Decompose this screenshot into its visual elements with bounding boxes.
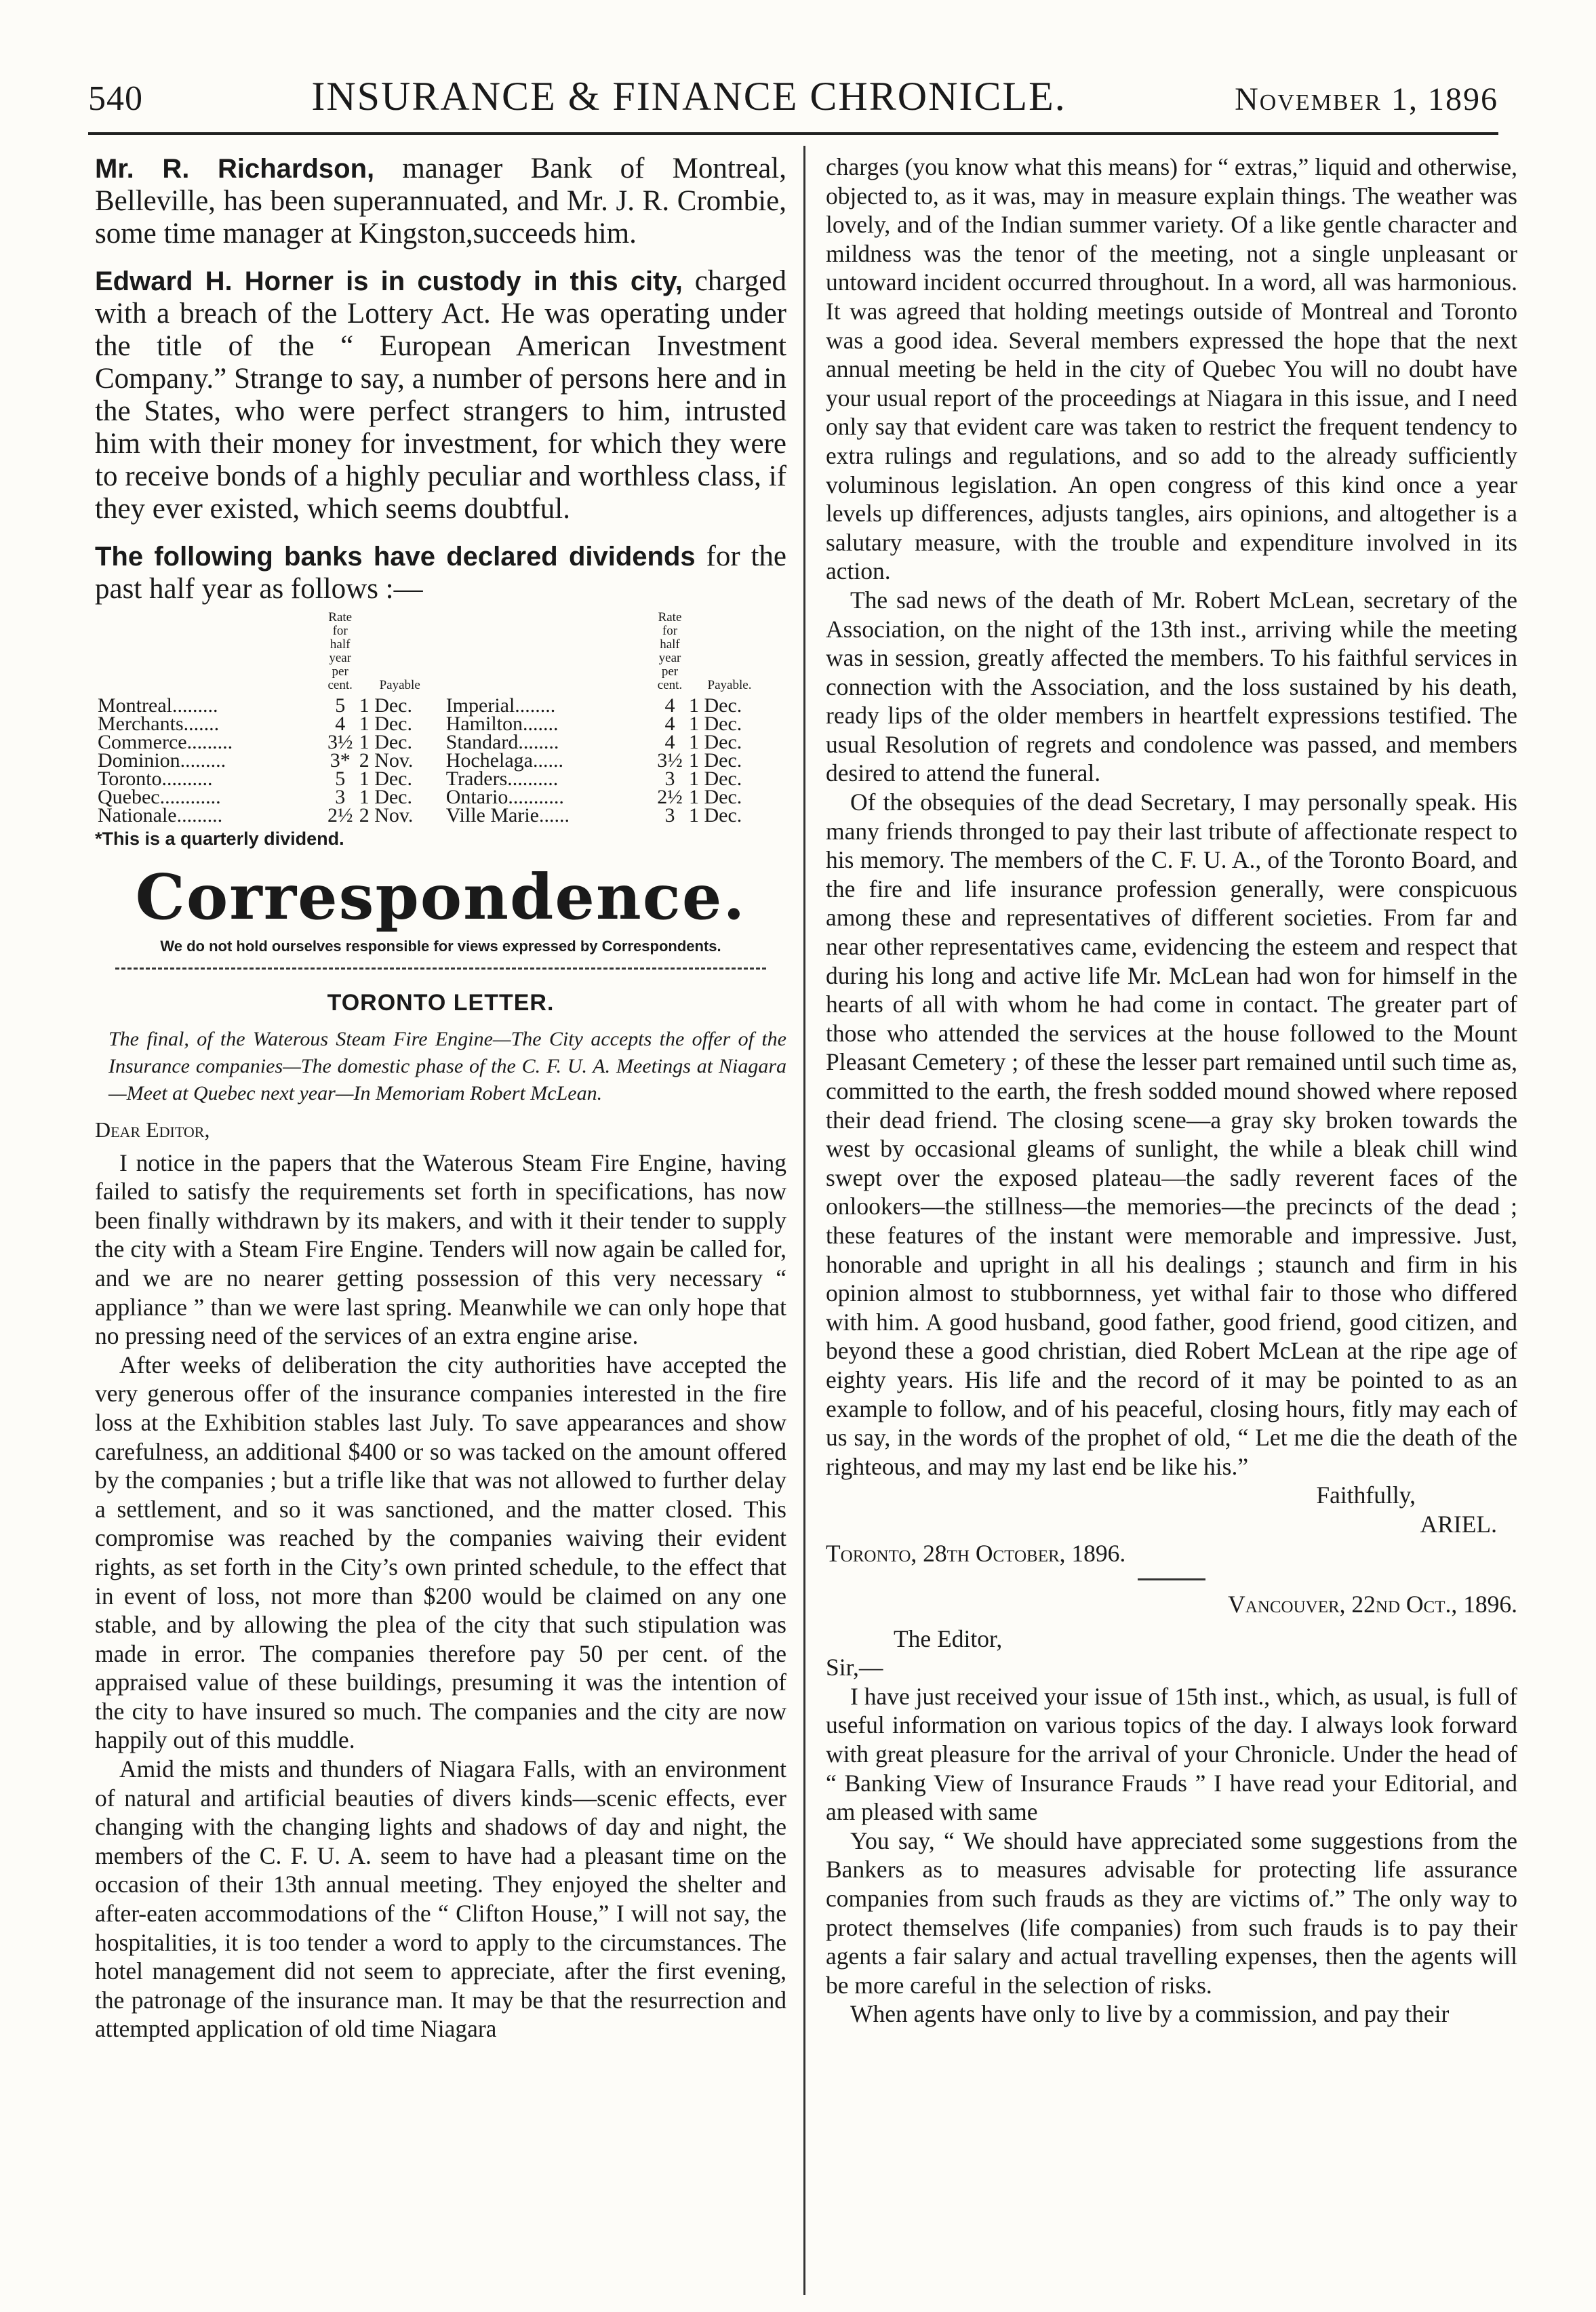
table-row [95, 806, 773, 824]
left-column [95, 153, 786, 2044]
page-number: 540 [88, 79, 143, 118]
issue-date: November 1, 1896 [1235, 81, 1498, 117]
table-row [95, 751, 773, 770]
place-date: Toronto, 28th October, 1896. [826, 1539, 1126, 1567]
sign-off: Faithfully, [1316, 1481, 1416, 1509]
table-cell: 4 [335, 713, 346, 735]
table-cell: 1 Dec. [689, 786, 742, 808]
letter-separator [1138, 1578, 1205, 1580]
table-cell: 1 Dec. [359, 786, 412, 808]
table-cell: 2 Nov. [359, 749, 414, 772]
header-rule [88, 132, 1498, 135]
table-cell: 4 [664, 694, 675, 717]
salutation: Sir,— [826, 1654, 883, 1681]
table-header: Rate for half year per cent. [327, 610, 353, 692]
column-divider [803, 146, 805, 2295]
letter-paragraph: I have just received your issue of 15th inst., which, as usual, is full of useful information on various topics of the day. I always look forward with great pleasure for the arrival of your Chronicle. Under the head of “ Banking View of Insurance Frauds ” I have read your Editorial, and am pleased with same [826, 1682, 1517, 1826]
table-header [443, 611, 654, 696]
news-lead: Edward H. Horner is in custody in this city, [95, 266, 683, 296]
letter-paragraph: The sad news of the death of Mr. Robert McLean, secretary of the Association, on the night of the 13th inst., arriving while the meeting was in session, greatly affected the members. To his faithful services in connection with the Association, and the loss sustained by his death, ready lips of the older members in heartfelt expressions testified. The usual Resolution of regrets and condolence was passed, and members desired to attend the funeral. [826, 586, 1517, 787]
table-row [95, 788, 773, 806]
table-cell: 1 Dec. [689, 804, 742, 826]
table-cell: 1 Dec. [689, 731, 742, 753]
table-cell: 5 [335, 768, 346, 790]
toronto-letter-body [95, 1115, 786, 2044]
journal-title: INSURANCE & FINANCE CHRONICLE. [311, 74, 1066, 119]
table-cell: 3½ [327, 731, 353, 753]
table-cell: 1 Dec. [359, 694, 412, 717]
table-cell: Merchants....... [98, 713, 220, 735]
table-cell: 1 Dec. [359, 713, 412, 735]
news-item-dividends [95, 540, 786, 605]
news-item-richardson [95, 153, 786, 250]
table-cell: Traders.......... [445, 768, 559, 790]
table-cell: Hochelaga...... [445, 749, 563, 772]
letter-paragraph: When agents have only to live by a commission, and pay their [850, 2000, 1450, 2028]
table-cell: 4 [664, 731, 675, 753]
table-cell: 1 Dec. [689, 694, 742, 717]
letter-title: TORONTO LETTER. [327, 990, 555, 1016]
table-cell: Montreal......... [98, 694, 218, 717]
news-lead: The following banks have declared dividends [95, 542, 696, 572]
section-divider [115, 968, 766, 970]
letter-paragraph: Amid the mists and thunders of Niagara Falls, with an environment of natural and artificial beauties of divers kinds—scenic effects, ever changing with the changing lights and shadows of day and night, the members of the C. F. U. A. seem to have had a pleasant time on the occasion of their 13th annual meeting. They enjoyed the shelter and after-eaten accommodations of the “ Clifton House,” I will not say, the hospitalities, it is too tender a word to apply to the circumstances. The hotel management did not seem to appreciate, after the first evening, the patronage of the insurance man. It may be that the resurrection and attempted application of old time Niagara [95, 1755, 786, 2043]
running-head [88, 73, 1498, 134]
table-header: Payable [379, 678, 420, 692]
table-cell: 2 Nov. [359, 804, 414, 826]
letter-paragraph: Of the obsequies of the dead Secretary, I may personally speak. His many friends thronged to pay their last tribute of affectionate respect to his memory. The members of the C. F. U. A., of the Toronto Board, and the fire and life insurance profession generally, were conspicuous among these and representatives of different societies. From far and near other representatives came, evidencing the esteem and respect that during his long and active life Mr. McLean had won for himself in the hearts of all with whom he had come in contact. The greater part of those who attended the services at the house followed to the Mount Pleasant Cemetery ; of these the lesser part remained until such time as, committed to the earth, the fresh sodded mound showed where reposed their dead friend. The closing scene—a gray sky broken towards the west by occasional gleams of sunlight, the while a bleak chill wind swept over the exposed plateau—the sadly reverent faces of the onlookers—the stillness—the memories—the precincts of the dead ; these features of the instant were memorable and impressive. Just, honorable and upright in all his dealings ; staunch and firm in his opinion almost to stubbornness, yet withal fair to those who differed with him. A good husband, good father, good friend, good citizen, and beyond these a good christian, died Robert McLean at the ripe age of eighty years. His life and the record of it may be pointed to as an example to follow, and of his peaceful, closing hours, fitly may each of us say, in the words of the prophet of old, “ Let me die the death of the righteous, and may my last end be like his.” [826, 789, 1517, 1480]
table-cell: Imperial........ [445, 694, 556, 717]
table-cell: 1 Dec. [689, 768, 742, 790]
news-text: manager Bank of Montreal, Belleville, has been superannuated, and Mr. J. R. Crombie, some time manager at Kingston,succeeds him. [95, 153, 786, 250]
signature: ARIEL. [1420, 1510, 1497, 1538]
table-header [95, 611, 324, 696]
table-header: Payable. [707, 678, 752, 692]
table-cell: 5 [335, 694, 346, 717]
right-column [826, 153, 1517, 2029]
table-cell: 3* [330, 749, 351, 772]
table-cell: Toronto.......... [98, 768, 213, 790]
table-cell: 4 [664, 713, 675, 735]
table-cell: 2½ [327, 804, 353, 826]
table-cell: Dominion......... [98, 749, 226, 772]
news-lead: Mr. R. Richardson, [95, 154, 375, 184]
table-header-row [95, 611, 773, 696]
letter-subtitle: The final, of the Waterous Steam Fire Engine—The City accepts the offer of the Insurance companies—The domestic phase of the C. F. U. A. Meetings at Niagara—Meet at Quebec next year—In Memoriam Robert McLean. [108, 1028, 786, 1104]
table-cell: 2½ [657, 786, 683, 808]
table-row [95, 696, 773, 715]
table-cell: 3 [335, 786, 346, 808]
table-cell: 1 Dec. [689, 749, 742, 772]
news-text: charged with a breach of the Lottery Act. He was operating under the title of the “ European American Investment Company.” Strange to say, a number of persons here and in the States, who were perfect strangers to him, intrusted him with their money for investment, for which they were to receive bonds of a highly peculiar and worthless class, if they ever existed, which seems doubtful. [95, 265, 786, 525]
correspondence-disclaimer: We do not hold ourselves responsible for views expressed by Correspondents. [160, 938, 721, 955]
table-cell: 3½ [657, 749, 683, 772]
dividend-footnote: *This is a quarterly dividend. [95, 829, 344, 849]
table-cell: 1 Dec. [359, 731, 412, 753]
table-cell: Commerce......... [98, 731, 233, 753]
table-cell: 3 [664, 804, 675, 826]
vancouver-dateline: Vancouver, 22nd Oct., 1896. [1228, 1591, 1517, 1618]
table-row [95, 770, 773, 788]
table-row [95, 733, 773, 751]
letter-paragraph: charges (you know what this means) for “ extras,” liquid and otherwise, objected to, as it was, may in measure explain things. The weather was lovely, and of the Indian summer variety. Of a like gentle character and mildness was the tenor of the meeting, not a single unpleasant or untoward incident occurred throughout. In a word, all was harmonious. It was agreed that holding meetings outside of Montreal and Toronto was a good idea. Several members expressed the hope that the next annual meeting be held in the city of Quebec You will no doubt have your usual report of the proceedings at Niagara in this issue, and I need only say that evident care was taken to restrict the frequent tendency to extra rulings and regulations, and so add to the already sufficiently voluminous legislation. An open congress of this kind once a year levels up differences, adjusts tangles, airs opinions, and altogether is a salutary measure, with the trouble and expenditure involved in its action. [826, 153, 1517, 585]
table-cell: Hamilton....... [445, 713, 559, 735]
table-header: Rate for half year per cent. [657, 610, 683, 692]
table-cell: Nationale......... [98, 804, 223, 826]
correspondence-heading: Correspondence. [135, 860, 746, 934]
table-cell: 3 [664, 768, 675, 790]
table-cell: Ontario........... [445, 786, 564, 808]
table-cell: 1 Dec. [359, 768, 412, 790]
letter-paragraph: I notice in the papers that the Waterous Steam Fire Engine, having failed to satisfy the requirements set forth in specifications, has now been finally withdrawn by its makers, and with it their tender to supply the city with a Steam Fire Engine. Tenders will now again be called for, and we are no nearer getting possession of this very necessary “ appliance ” than we were last spring. Meanwhile we can only hope that no pressing need of the services of an extra engine arise. [95, 1149, 786, 1350]
table-cell: Quebec............ [98, 786, 221, 808]
dividend-table [95, 611, 773, 824]
letter-paragraph: After weeks of deliberation the city authorities have accepted the very generous offer of the insurance companies interested in the fire loss at the Exhibition stables last July. To save appearances and show carefulness, an additional $400 or so was tacked on the amount offered by the companies ; but a trifle like that was not allowed to further delay a settlement, and so it was sanctioned, and the matter closed. This compromise was reached by the companies waiving their evident rights, as set forth in the City’s own printed schedule, to the effect that in event of loss, not more than $200 would be claimed on any one stable, and by allowing the plea of the city that such stipulation was made in error. The companies therefore pay 50 per cent. of the appraised value of these buildings, presuming it was the intention of the city to have insured so much. The companies and the city are now happily out of this muddle. [95, 1351, 786, 1754]
news-item-horner [95, 265, 786, 525]
letter-paragraph: You say, “ We should have appreciated some suggestions from the Bankers as to measures advisable for protecting life assurance companies from such frauds as they are victims of.” The only way to protect themselves (life companies) from such frauds is to pay their agents a fair salary and actual travelling expenses, then the agents will be more careful in the selection of risks. [826, 1827, 1517, 1999]
table-cell: Standard........ [445, 731, 559, 753]
salutation: Dear Editor, [95, 1117, 210, 1142]
table-cell: 1 Dec. [689, 713, 742, 735]
toronto-letter-continued [826, 153, 1517, 2029]
table-cell: Ville Marie...... [445, 804, 570, 826]
addressee [826, 1625, 1517, 1654]
addressee-text: The Editor, [894, 1625, 1003, 1652]
news-text: for the past half year as follows :— [95, 540, 787, 605]
table-row [95, 715, 773, 733]
